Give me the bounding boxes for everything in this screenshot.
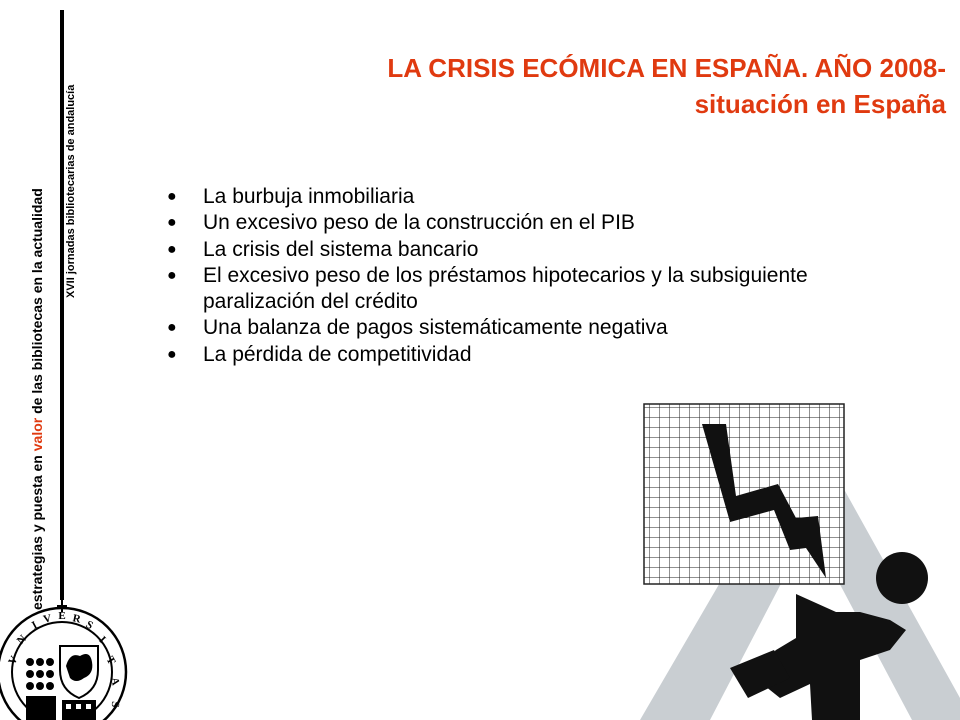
list-item-text: Un excesivo peso de la construcción en el PIB bbox=[203, 211, 635, 235]
list-item-text: La crisis del sistema bancario bbox=[203, 237, 479, 261]
svg-text:I: I bbox=[96, 634, 108, 646]
list-item-text: Una balanza de pagos sistemáticamente negativa bbox=[203, 316, 668, 340]
slide-title-line1: LA CRISIS ECÓMICA EN ESPAÑA. AÑO 2008- bbox=[387, 53, 946, 83]
series-title-part1: estrategias y puesta en bbox=[29, 451, 45, 610]
slide-title bbox=[387, 50, 946, 122]
list-item-text: El excesivo peso de los préstamos hipotecarios y la subsiguiente paralización del crédito bbox=[203, 263, 808, 314]
bullet-icon: ● bbox=[167, 188, 177, 205]
slide-title-line2: situación en España bbox=[694, 89, 946, 119]
list-item bbox=[165, 263, 825, 316]
series-title bbox=[29, 188, 45, 610]
svg-text:A: A bbox=[108, 676, 122, 687]
list-item bbox=[165, 210, 825, 236]
series-title-accent: valor bbox=[29, 417, 45, 452]
bullet-icon: ● bbox=[167, 345, 177, 363]
svg-text:S: S bbox=[83, 618, 95, 633]
university-seal-icon bbox=[0, 600, 140, 720]
svg-text:T: T bbox=[103, 654, 118, 667]
svg-text:V: V bbox=[42, 612, 53, 626]
sidebar-divider bbox=[60, 10, 64, 600]
svg-text:N: N bbox=[14, 632, 29, 647]
bullet-list bbox=[165, 184, 825, 368]
bullet-icon: ● bbox=[167, 214, 177, 232]
series-title-part2: de las bibliotecas en la actualidad bbox=[29, 188, 45, 418]
list-item-text: La pérdida de competitividad bbox=[203, 342, 472, 366]
bullet-icon: ● bbox=[167, 266, 177, 284]
bullet-icon: ● bbox=[167, 240, 177, 258]
list-item bbox=[165, 184, 825, 210]
list-item-text: La burbuja inmobiliaria bbox=[203, 185, 415, 208]
svg-text:E: E bbox=[58, 610, 66, 622]
event-title: XVII jornadas bibliotecarias de andalucía bbox=[65, 84, 77, 298]
svg-text:V: V bbox=[6, 654, 21, 667]
svg-text:S: S bbox=[108, 700, 122, 708]
falling-person-warning-sign-icon bbox=[560, 398, 960, 720]
list-item bbox=[165, 315, 825, 341]
list-item bbox=[165, 342, 825, 368]
svg-text:I: I bbox=[29, 619, 40, 632]
bullet-icon: ● bbox=[167, 319, 177, 337]
list-item bbox=[165, 237, 825, 263]
svg-text:R: R bbox=[71, 612, 82, 626]
